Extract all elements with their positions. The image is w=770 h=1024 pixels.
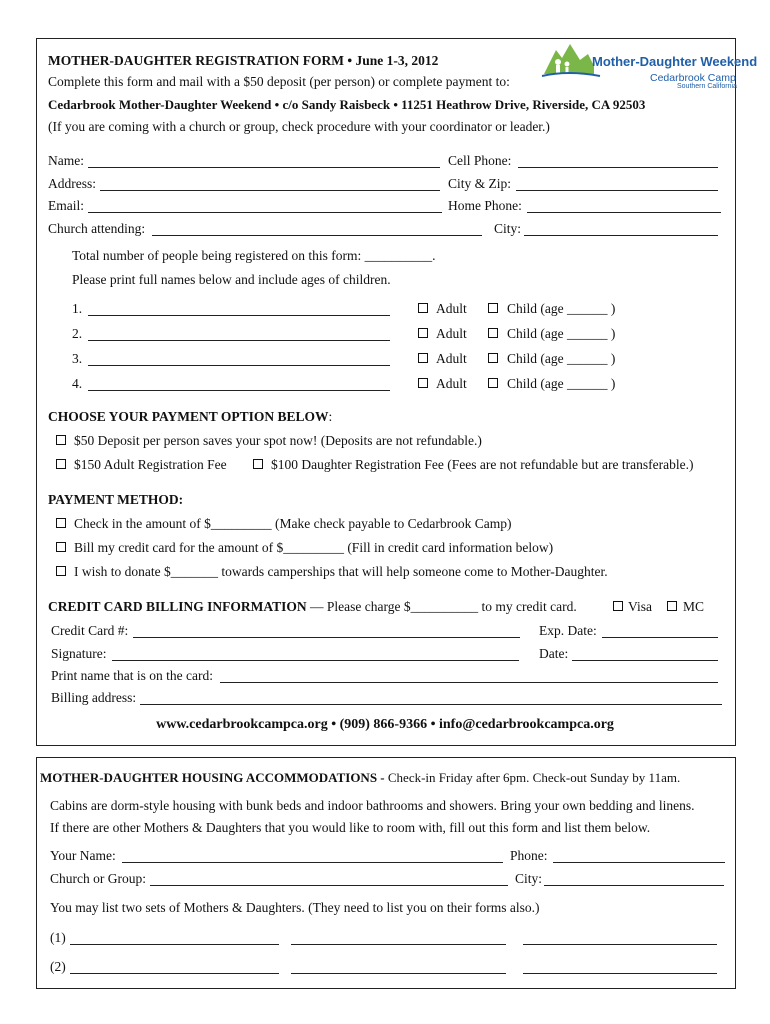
child-checkbox[interactable] xyxy=(488,353,498,363)
contact-footer: www.cedarbrookcampca.org • (909) 866-9366 • info@cedarbrookcampca.org xyxy=(156,717,614,732)
your-name-field[interactable] xyxy=(122,861,503,863)
exp-date-field[interactable] xyxy=(602,636,718,638)
housing-heading xyxy=(40,770,680,786)
check-option-label: Check in the amount of $_________ (Make check payable to Cedarbrook Camp) xyxy=(74,516,512,531)
cell-phone-label: Cell Phone: xyxy=(448,153,512,168)
bill-card-checkbox[interactable] xyxy=(56,542,66,552)
child-age-label: Child (age ______ ) xyxy=(507,351,616,366)
child-checkbox[interactable] xyxy=(488,378,498,388)
credit-card-heading xyxy=(48,599,577,615)
payment-option-colon: : xyxy=(328,409,333,424)
mc-checkbox[interactable] xyxy=(667,601,677,611)
daughter-fee-checkbox[interactable] xyxy=(253,459,263,469)
child-age-label: Child (age ______ ) xyxy=(507,376,616,391)
city-zip-label: City & Zip: xyxy=(448,176,512,191)
name-field[interactable] xyxy=(88,166,440,168)
print-name-label: Print name that is on the card: xyxy=(51,668,213,683)
adult-label: Adult xyxy=(436,351,467,366)
group-note: (If you are coming with a church or group, check procedure with your coordinator or leader.) xyxy=(48,119,550,134)
child-age-label: Child (age ______ ) xyxy=(507,326,616,341)
billing-address-field[interactable] xyxy=(140,703,722,705)
housing-description: Cabins are dorm-style housing with bunk beds and indoor bathrooms and showers. Bring your own bedding and linens. xyxy=(50,798,695,813)
email-label: Email: xyxy=(48,198,84,213)
home-phone-field[interactable] xyxy=(527,211,721,213)
church-label: Church attending: xyxy=(48,221,146,236)
bill-card-label: Bill my credit card for the amount of $_________ (Fill in credit card information below) xyxy=(74,540,554,555)
church-field[interactable] xyxy=(152,234,482,236)
daughter-fee-label: $100 Daughter Registration Fee (Fees are not refundable but are transferable.) xyxy=(271,457,694,472)
roommate-number: (2) xyxy=(50,959,66,974)
church-city-field[interactable] xyxy=(524,234,718,236)
housing-city-label: City: xyxy=(515,871,543,886)
payment-option-heading-text: CHOOSE YOUR PAYMENT OPTION BELOW xyxy=(48,409,329,424)
deposit-checkbox[interactable] xyxy=(56,435,66,445)
logo-title: Mother-Daughter Weekend xyxy=(592,54,758,69)
payment-option-heading xyxy=(48,409,332,425)
attendee-number: 2. xyxy=(72,326,83,341)
roommate-field[interactable] xyxy=(523,972,717,974)
adult-checkbox[interactable] xyxy=(418,378,428,388)
roommate-field[interactable] xyxy=(291,943,506,945)
roommate-instructions: If there are other Mothers & Daughters that you would like to room with, fill out this form and list them below. xyxy=(50,820,651,835)
child-checkbox[interactable] xyxy=(488,303,498,313)
print-names-instructions: Please print full names below and include ages of children. xyxy=(72,272,391,287)
date-label: Date: xyxy=(539,646,569,661)
address-label: Address: xyxy=(48,176,96,191)
attendee-name-field[interactable] xyxy=(88,364,390,366)
your-name-label: Your Name: xyxy=(50,848,116,863)
card-number-field[interactable] xyxy=(133,636,520,638)
deposit-option-label: $50 Deposit per person saves your spot now! (Deposits are not refundable.) xyxy=(74,433,482,448)
print-name-field[interactable] xyxy=(220,681,718,683)
housing-phone-field[interactable] xyxy=(553,861,725,863)
church-city-label: City: xyxy=(494,221,522,236)
child-age-label: Child (age ______ ) xyxy=(507,301,616,316)
adult-label: Adult xyxy=(436,376,467,391)
list-note: You may list two sets of Mothers & Daughters. (They need to list you on their forms also.) xyxy=(50,900,540,915)
mailing-address: Cedarbrook Mother-Daughter Weekend • c/o Sandy Raisbeck • 11251 Heathrow Drive, Riverside, CA 92503 xyxy=(48,97,646,112)
charge-amount-label: — Please charge $__________ to my credit card. xyxy=(306,599,577,614)
attendee-name-field[interactable] xyxy=(88,389,390,391)
roommate-number: (1) xyxy=(50,930,66,945)
card-number-label: Credit Card #: xyxy=(51,623,129,638)
check-checkbox[interactable] xyxy=(56,518,66,528)
email-field[interactable] xyxy=(88,211,442,213)
attendee-name-field[interactable] xyxy=(88,339,390,341)
date-field[interactable] xyxy=(572,659,718,661)
attendee-number: 4. xyxy=(72,376,83,391)
roommate-field[interactable] xyxy=(70,972,279,974)
registration-form-section xyxy=(36,38,736,746)
payment-method-heading: PAYMENT METHOD: xyxy=(48,492,184,507)
cell-phone-field[interactable] xyxy=(518,166,718,168)
mc-label: MC xyxy=(683,599,705,614)
visa-checkbox[interactable] xyxy=(613,601,623,611)
logo-region: Southern California xyxy=(677,83,737,90)
adult-checkbox[interactable] xyxy=(418,328,428,338)
adult-label: Adult xyxy=(436,326,467,341)
name-label: Name: xyxy=(48,153,84,168)
adult-checkbox[interactable] xyxy=(418,303,428,313)
credit-card-heading-text: CREDIT CARD BILLING INFORMATION xyxy=(48,599,307,614)
church-group-label: Church or Group: xyxy=(50,871,146,886)
address-field[interactable] xyxy=(100,189,440,191)
adult-label: Adult xyxy=(436,301,467,316)
adult-fee-checkbox[interactable] xyxy=(56,459,66,469)
roommate-field[interactable] xyxy=(70,943,279,945)
adult-checkbox[interactable] xyxy=(418,353,428,363)
billing-address-label: Billing address: xyxy=(51,690,137,705)
total-people: Total number of people being registered on this form: __________. xyxy=(72,248,436,263)
housing-city-field[interactable] xyxy=(544,884,724,886)
form-title: MOTHER-DAUGHTER REGISTRATION FORM • June 1-3, 2012 xyxy=(48,53,439,68)
checkin-times: Check-in Friday after 6pm. Check-out Sunday by 11am. xyxy=(387,770,681,785)
roommate-field[interactable] xyxy=(291,972,506,974)
form-intro: Complete this form and mail with a $50 deposit (per person) or complete payment to: xyxy=(48,74,510,89)
signature-label: Signature: xyxy=(51,646,107,661)
church-group-field[interactable] xyxy=(150,884,508,886)
attendee-number: 1. xyxy=(72,301,83,316)
attendee-number: 3. xyxy=(72,351,83,366)
child-checkbox[interactable] xyxy=(488,328,498,338)
adult-fee-label: $150 Adult Registration Fee xyxy=(74,457,227,472)
housing-heading-text: MOTHER-DAUGHTER HOUSING ACCOMMODATIONS - xyxy=(40,770,388,785)
attendee-name-field[interactable] xyxy=(88,314,390,316)
visa-label: Visa xyxy=(628,599,652,614)
exp-date-label: Exp. Date: xyxy=(539,623,597,638)
donate-label: I wish to donate $_______ towards camperships that will help someone come to Mother-Daughter. xyxy=(74,564,608,579)
city-zip-field[interactable] xyxy=(516,189,718,191)
donate-checkbox[interactable] xyxy=(56,566,66,576)
housing-phone-label: Phone: xyxy=(510,848,548,863)
logo xyxy=(540,40,758,96)
home-phone-label: Home Phone: xyxy=(448,198,522,213)
logo-brand: Cedarbrook Camp xyxy=(650,72,736,84)
signature-field[interactable] xyxy=(112,659,519,661)
roommate-field[interactable] xyxy=(523,943,717,945)
